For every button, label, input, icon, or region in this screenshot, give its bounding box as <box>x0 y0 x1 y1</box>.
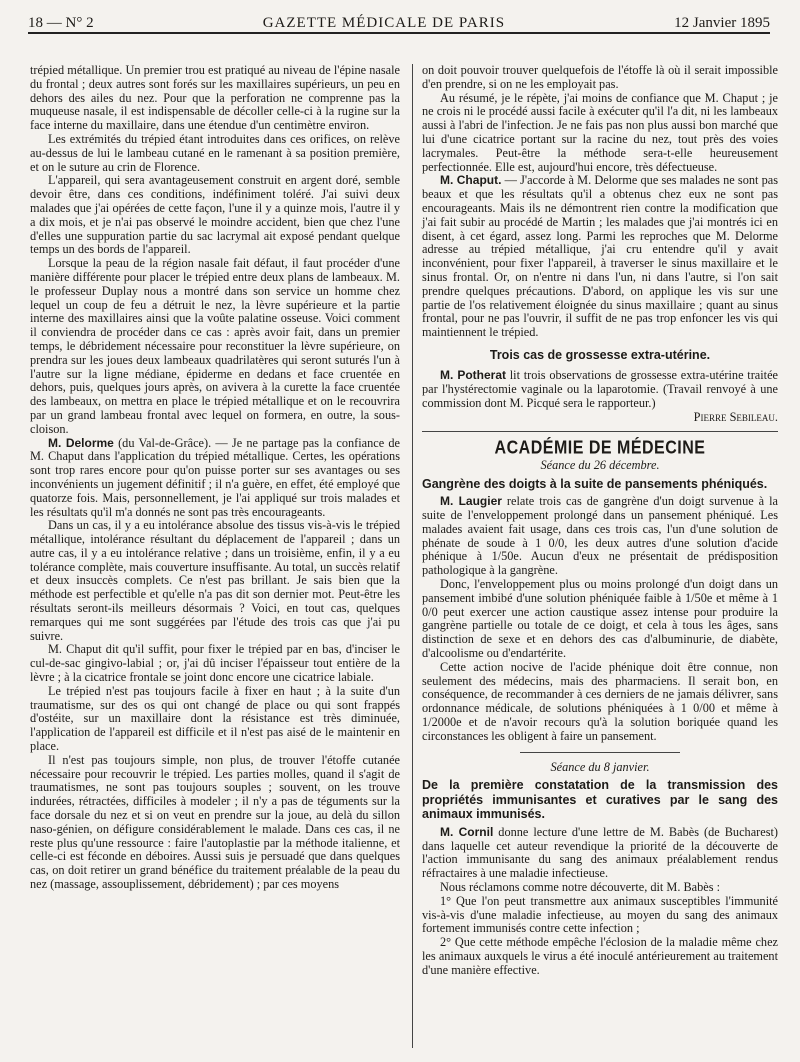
paragraph: Il n'est pas toujours simple, non plus, de trouver l'étoffe cutanée nécessaire pour recouvrir le trépied. Les parties molles, quand il s'agit de traumatismes, ne sont pas toujours souples ; souvent, on les trouve indurées, rétractées, difficiles à modeler ; il n'y a pas de téguments sur la face dorsale du nez et si on veut en prendre sur la joue, au delà du sillon naso-génien, on défigure considérablement le malade. Dans ces cas, il ne reste plus qu'une ressource : faire l'autoplastie par la méthode italienne, et celle-ci est féconde en déboires. Aussi suis je persuadé que dans quelques cas, on doit retirer un grand bénéfice du traitement préalable de la peau du nez (massage, assouplissement, débridement) ; par ces moyens <box>30 752 400 892</box>
header-rule <box>28 32 770 34</box>
paragraph-text: relate trois cas de gangrène d'un doigt survenue à la suite de l'enveloppement prolongé dans un pansement phéniqué. Les malades avaient fait usage, dans ces trois cas, l'un d'une solution de phénate de soude à 1 0/0, les deux autres d'une solution d'acide phénique à 1/50e. Aucun d'eux ne présentait de prédisposition pathologique à la gangrène. <box>422 494 778 578</box>
session-date: Séance du 8 janvier. <box>550 759 650 774</box>
right-column <box>422 64 778 978</box>
speaker-name: M. Chaput. <box>440 173 502 188</box>
paragraph-text: (du Val-de-Grâce). — Je ne partage pas la confiance de M. Chaput dans l'application du trépied métallique. Certes, les opérations sont trop rares encore pour qu'on puisse porter sur ses avantages ou ses inconvénients un jugement définitif ; il n'a guère, en effet, été employé que quatorze fois. Mais, personnellement, je l'ai appliqué sur trois malades et les résultats qu'il m'a donnés ne sont pas très encourageants. <box>30 435 401 519</box>
section-heading: De la première constatation de la transmission des propriétés immunisantes et curatives par le sang des animaux immunisés. <box>422 778 778 822</box>
paragraph: L'appareil, qui sera avantageusement construit en argent doré, semble devoir être, dans ces conditions, indéfiniment toléré. J'ai suivi deux malades que j'ai opérées de cette façon, l'une il y a quinze mois, l'autre il y a dix mois, et je n'ai pas observé le moindre accident, bien que chez l'une d'elles une suppuration partie du sac lacrymal ait exposé pendant quelque temps un des bords de l'appareil. <box>30 173 400 257</box>
speaker-name: M. Delorme <box>48 435 114 450</box>
academie-heading: ACADÉMIE DE MÉDECINE <box>494 438 706 459</box>
author-signature: Pierre Sebileau. <box>693 410 778 425</box>
paragraph: Au résumé, je le répète, j'ai moins de confiance que M. Chaput ; je ne crois ni le procédé aussi facile à exécuter qu'il l'a dit, ni les lambeaux aussi à l'abri de l'infection. Je ne fais pas non plus aussi bon marché que lui d'une cicatrice portant sur la racine du nez, tout près des voies lacrymales. Peut-être la méthode sera-t-elle heureusement perfectionnée. Elle est, aujourd'hui encore, très défectueuse. <box>422 90 778 174</box>
paragraph <box>422 495 778 578</box>
paragraph <box>422 369 778 410</box>
paragraph-text: donne lecture d'une lettre de M. Babès (de Bucharest) dans laquelle cet auteur revendique la priorité de la découverte de l'action immunisante du sang des animaux préalablement rendus réfractaires à une maladie infectieuse. <box>422 824 778 881</box>
page-number: 18 — N° 2 <box>28 14 94 31</box>
issue-date: 12 Janvier 1895 <box>674 14 770 31</box>
section-divider <box>520 752 680 753</box>
speaker-name: M. Cornil <box>440 824 494 839</box>
paragraph: Les extrémités du trépied étant introduites dans ces orifices, on relève au-dessus de lui le lambeau cutané en le ramenant à sa position première, et on le suture au crin de Florence. <box>30 131 400 174</box>
paragraph: Nous réclamons comme notre découverte, dit M. Babès : <box>440 880 721 895</box>
paragraph <box>422 174 778 340</box>
session-date: Séance du 26 décembre. <box>540 457 660 472</box>
paragraph-text: — J'accorde à M. Delorme que ses malades ne sont pas beaux et que les résultats qu'il a obtenus chez eux ne sont pas encourageants. Mais ils ne démontrent rien contre la modification que j'ai fait subir au procédé de Martin ; les malades que j'ai montrés ici en disent, à cet égard, assez long. Parmi les reproches que M. Delorme adresse au trépied métallique, j'ai cru entendre qu'il y avait inconvénient, pour fixer l'appareil, à traverser le sinus maxillaire et le sinus frontal. Or, on n'entre ni dans l'un, ni dans l'autre, si l'on sait prendre quelques précautions. D'abord, on applique les vis sur une partie de l'os relativement éloignée du sinus maxillaire ; quant au sinus frontal, pour ne pas l'ouvrir, il suffit de ne pas trop enfoncer les vis qui maintiennent le trépied. <box>422 173 778 340</box>
left-column <box>30 64 400 892</box>
paragraph: 2° Que cette méthode empêche l'éclosion de la maladie même chez les animaux auxquels le virus a été inoculé antérieurement au traitement d'une manière effective. <box>422 935 778 977</box>
paragraph: M. Chaput dit qu'il suffit, pour fixer le trépied par en bas, d'inciser le cul-de-sac gingivo-labial ; or, j'ai dû inciser l'épaisseur tout entière de la lèvre ; à la cicatrice frontale se joint donc encore une cicatrice labiale. <box>30 642 400 685</box>
column-divider <box>412 64 413 1048</box>
speaker-name: M. Potherat <box>440 367 506 382</box>
paragraph: trépied métallique. Un premier trou est pratiqué au niveau de l'épine nasale du frontal ; deux autres sont forés sur les maxillaires supérieurs, un peu en dehors des ailes du nez. Pour que la perforation ne comprenne pas la muqueuse nasale, il est indispensable de décoller celle-ci à la rugine sur la face interne du maxillaire, dans une étendue d'un centimètre environ. <box>30 63 400 133</box>
speaker-name: M. Laugier <box>440 494 502 509</box>
paragraph <box>30 437 400 520</box>
paragraph <box>422 826 778 881</box>
paragraph: on doit pouvoir trouver quelquefois de l'étoffe là où il serait impossible d'en prendre, si on ne les employait pas. <box>422 63 778 91</box>
section-divider <box>422 431 778 432</box>
paragraph: Le trépied n'est pas toujours facile à fixer en haut ; à la suite d'un traumatisme, sur des os qui ont changé de place ou qui sont frappés d'ostéite, sur un maxillaire dont la résistance est très diminuée, l'application de l'appareil est difficile et il n'est pas aisé de le maintenir en place. <box>30 683 400 754</box>
paragraph: 1° Que l'on peut transmettre aux animaux susceptibles l'immunité vis-à-vis d'une maladie infectieuse, au moyen du sang des animaux fortement immunisés contre cette infection ; <box>422 893 778 936</box>
section-heading: Gangrène des doigts à la suite de pansements phéniqués. <box>422 476 768 491</box>
paragraph: Dans un cas, il y a eu intolérance absolue des tissus vis-à-vis le trépied métallique, intolérance résultant du déplacement de l'appareil ; dans un autre cas, il y a eu intolérance relative ; dans un troisième, enfin, il y a eu tolérance complète, mais couverture insuffisante. Au total, un succès relatif et deux insuccès complets. Ce n'est pas brillant. Je sais bien que la méthode est perfectible et qu'elle n'a pas dit son dernier mot. Peut-être les résultats seront-ils meilleurs désormais ? Voici, en tout cas, quelques remarques qui me sont suggérées par l'étude des trois cas que j'ai pu suivre. <box>30 518 400 643</box>
journal-title: GAZETTE MÉDICALE DE PARIS <box>262 14 506 31</box>
paragraph-text: lit trois observations de grossesse extra-utérine traitée par l'hystérectomie vaginale ou la laparotomie. (Travail renvoyé à une commission dont M. Picqué sera le rapporteur.) <box>422 367 778 410</box>
section-heading: Trois cas de grossesse extra-utérine. <box>489 347 711 362</box>
paragraph: Cette action nocive de l'acide phénique doit être connue, non seulement des médecins, mais des pharmaciens. Il serait bon, en conséquence, de recommander à ces derniers de ne jamais délivrer, sans ordonnance médicale, de solutions phéniquées à 1 0/00 et même à 1/2000e et de n'avoir recours qu'à la solution boriquée quand les circonstances les obligent à faire un pansement. <box>422 659 778 743</box>
paragraph: Donc, l'enveloppement plus ou moins prolongé d'un doigt dans un pansement imbibé d'une solution phéniquée faible à 1/50e et même à 1 0/0 peut exercer une action caustique assez intense pour produire la gangrène partielle ou totale de ce doigt, et cela à tous les âges, sans distinction de sexe et en dehors des cas d'albuminurie, de diabète, d'alcoolisme ou d'endartérite. <box>422 577 778 660</box>
paragraph: Lorsque la peau de la région nasale fait défaut, il faut procéder d'une manière différente pour placer le trépied entre deux plans de lambeaux. M. le professeur Duplay nous a montré dans son service un homme chez lequel un coup de feu a détruit le nez, la lèvre supérieure et la partie interne des maxillaires ainsi que la voûte palatine osseuse. Voici comment il conviendra de procéder dans ce cas : après avoir fait, dans un premier temps, le débridement nécessaire pour reconstituer la lèvre supérieure, on prendra sur les joues deux lambeaux quadrilatères qui seront suturés l'un à l'autre sur la ligne médiane, épiderme en dedans et face cruentée en dehors, puis, quelques jours après, on avivera à la curette la face cruentée des lambeaux, on mettra en place le trépied métallique et on le recouvrira par un grand lambeau frontal avec lequel on formera, en outre, la sous-cloison. <box>30 256 400 436</box>
